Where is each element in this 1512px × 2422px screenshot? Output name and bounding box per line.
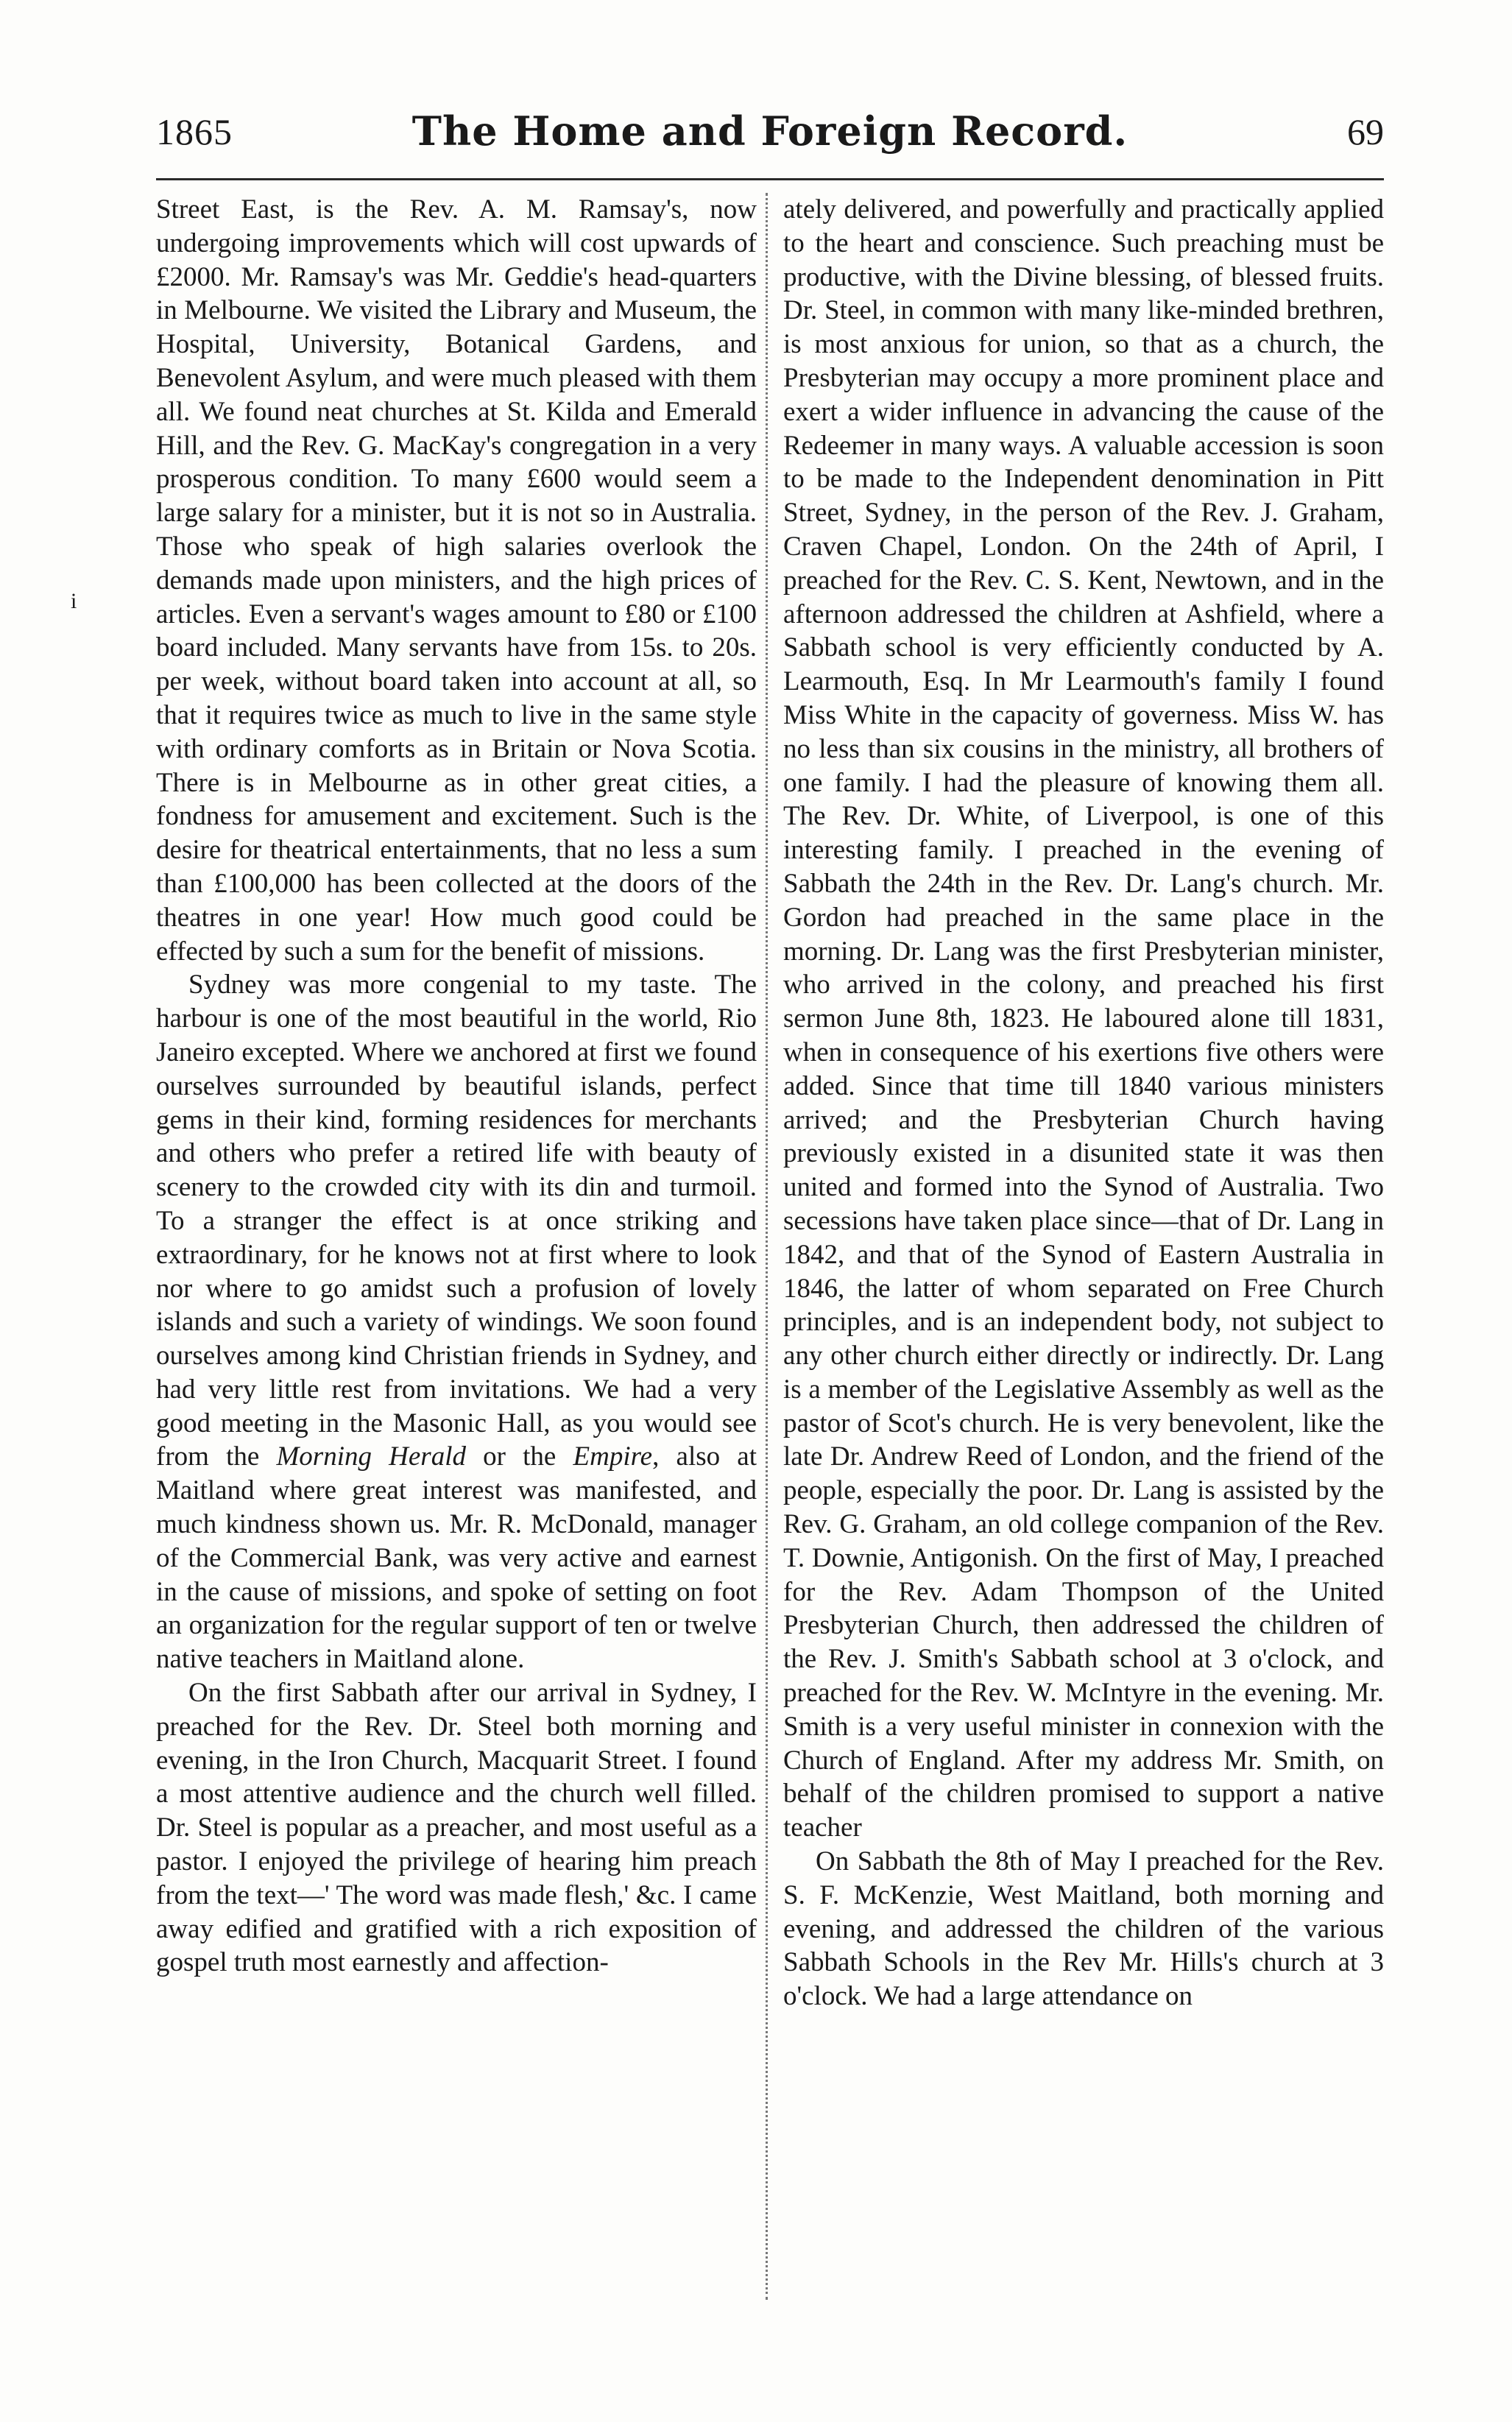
margin-mark: i [71, 589, 77, 613]
left-paragraph-3: On the first Sabbath after our arrival in Sydney, I preached for the Rev. Dr. Steel both morning and evening, in the Iron Church, Macquarit Street. I found a most attentive audience and the church well filled. Dr. Steel is popular as a preacher, and most useful as a pastor. I enjoyed the privilege of hearing him preach from the text—' The word was made flesh,' &c. I came away edified and gratified with a rich exposition of gospel truth most earnestly and affection- [156, 1678, 757, 1978]
page-number: 69 [1347, 111, 1384, 152]
left-paragraph-2-text-c: , also at Maitland where great interest was manifested, and much kindness shown us. Mr. R. McDonald, manager of the Commercial Bank, was very active and earnest in the cause of missions, and spoke of setting on foot an organization for the regular support of ten or twelve native teachers in Maitland alone. [156, 1441, 757, 1675]
left-paragraph-2-text-a: Sydney was more congenial to my taste. The harbour is one of the most beautiful in the world, Rio Janeiro excepted. Where we anchored at first we found ourselves surrounded by beautiful islands, perfect gems in their kind, forming residences for merchants and others who prefer a retired life with beauty of scenery to the crowded city with its din and turmoil. To a stranger the effect is at once striking and extraordinary, for he knows not at first where to look nor where to go amidst such a profusion of lovely islands and such a variety of windings. We soon found ourselves among kind Christian friends in Sydney, and had very little rest from invitations. We had a very good meeting in the Masonic Hall, as you would see from the [156, 970, 757, 1472]
header-rule [156, 178, 1384, 180]
left-paragraph-2-text-b: or the [465, 1441, 573, 1472]
running-header [156, 107, 1384, 169]
right-paragraph-2: On Sabbath the 8th of May I preached for the Rev. S. F. McKenzie, West Maitland, both morning and evening, and addressed the children of the various Sabbath Schools in the Rev Mr. Hills's church at 3 o'clock. We had a large attendance on [783, 1846, 1384, 2012]
header-year: 1865 [156, 111, 233, 152]
journal-title: The Home and Foreign Record. [411, 107, 1128, 155]
left-column [156, 193, 757, 1980]
left-paragraph-1: Street East, is the Rev. A. M. Ramsay's, now undergoing improvements which will cost upwards of £2000. Mr. Ramsay's was Mr. Geddie's head-quarters in Melbourne. We visited the Library and Museum, the Hospital, University, Botanical Gardens, and Benevolent Asylum, and were much pleased with them all. We found neat churches at St. Kilda and Emerald Hill, and the Rev. G. MacKay's congregation in a very prosperous condition. To many £600 would seem a large salary for a minister, but it is not so in Australia. Those who speak of high salaries overlook the demands made upon ministers, and the high prices of articles. Even a servant's wages amount to £80 or £100 board included. Many servants have from 15s. to 20s. per week, without board taken into account at all, so that it requires twice as much to live in the same style with ordinary comforts as in Britain or Nova Scotia. There is in Melbourne as in other great cities, a fondness for amusement and excitement. Such is the desire for theatrical entertainments, that no less a sum than £100,000 has been collected at the doors of the theatres in one year! How much good could be effected by such a sum for the benefit of missions. [156, 194, 757, 967]
column-divider [766, 193, 768, 2300]
newspaper-title-empire: Empire [573, 1441, 653, 1472]
newspaper-title-morning-herald: Morning Herald [276, 1441, 466, 1472]
right-column [783, 193, 1384, 2013]
right-paragraph-1: ately delivered, and powerfully and practically applied to the heart and conscience. Such preaching must be productive, with the Divine blessing, of blessed fruits. Dr. Steel, in common with many like-minded brethren, is most anxious for union, so that as a church, the Presbyterian may occupy a more prominent place and exert a wider influence in advancing the cause of the Redeemer in many ways. A valuable accession is soon to be made to the Independent denomination in Pitt Street, Sydney, in the person of the Rev. J. Graham, Craven Chapel, London. On the 24th of April, I preached for the Rev. C. S. Kent, Newtown, and in the afternoon addressed the children at Ashfield, where a Sabbath school is very efficiently conducted by A. Learmouth, Esq. In Mr Learmouth's family I found Miss White in the capacity of governess. Miss W. has no less than six cousins in the ministry, all brothers of one family. I had the pleasure of knowing them all. The Rev. Dr. White, of Liverpool, is one of this interesting family. I preached in the evening of Sabbath the 24th in the Rev. Dr. Lang's church. Mr. Gordon had preached in the same place in the morning. Dr. Lang was the first Presbyterian minister, who arrived in the colony, and preached his first sermon June 8th, 1823. He laboured alone till 1831, when in consequence of his exertions five others were added. Since that time till 1840 various ministers arrived; and the Presbyterian Church having previously existed in a disunited state it was then united and formed into the Synod of Australia. Two secessions have taken place since—that of Dr. Lang in 1842, and that of the Synod of Eastern Australia in 1846, the latter of whom separated on Free Church principles, and is an independent body, not subject to any other church either directly or indirectly. Dr. Lang is a member of the Legislative Assembly as well as the pastor of Scot's church. He is very benevolent, like the late Dr. Andrew Reed of London, and the friend of the people, especially the poor. Dr. Lang is assisted by the Rev. G. Graham, an old college companion of the Rev. T. Downie, Antigonish. On the first of May, I preached for the Rev. Adam Thompson of the United Presbyterian Church, then addressed the children of the Rev. J. Smith's Sabbath school at 3 o'clock, and preached for the Rev. W. McIntyre in the evening. Mr. Smith is a very useful minister in connexion with the Church of England. After my address Mr. Smith, on behalf of the children promised to support a native teacher [783, 194, 1384, 1843]
left-paragraph-2 [156, 968, 757, 1676]
